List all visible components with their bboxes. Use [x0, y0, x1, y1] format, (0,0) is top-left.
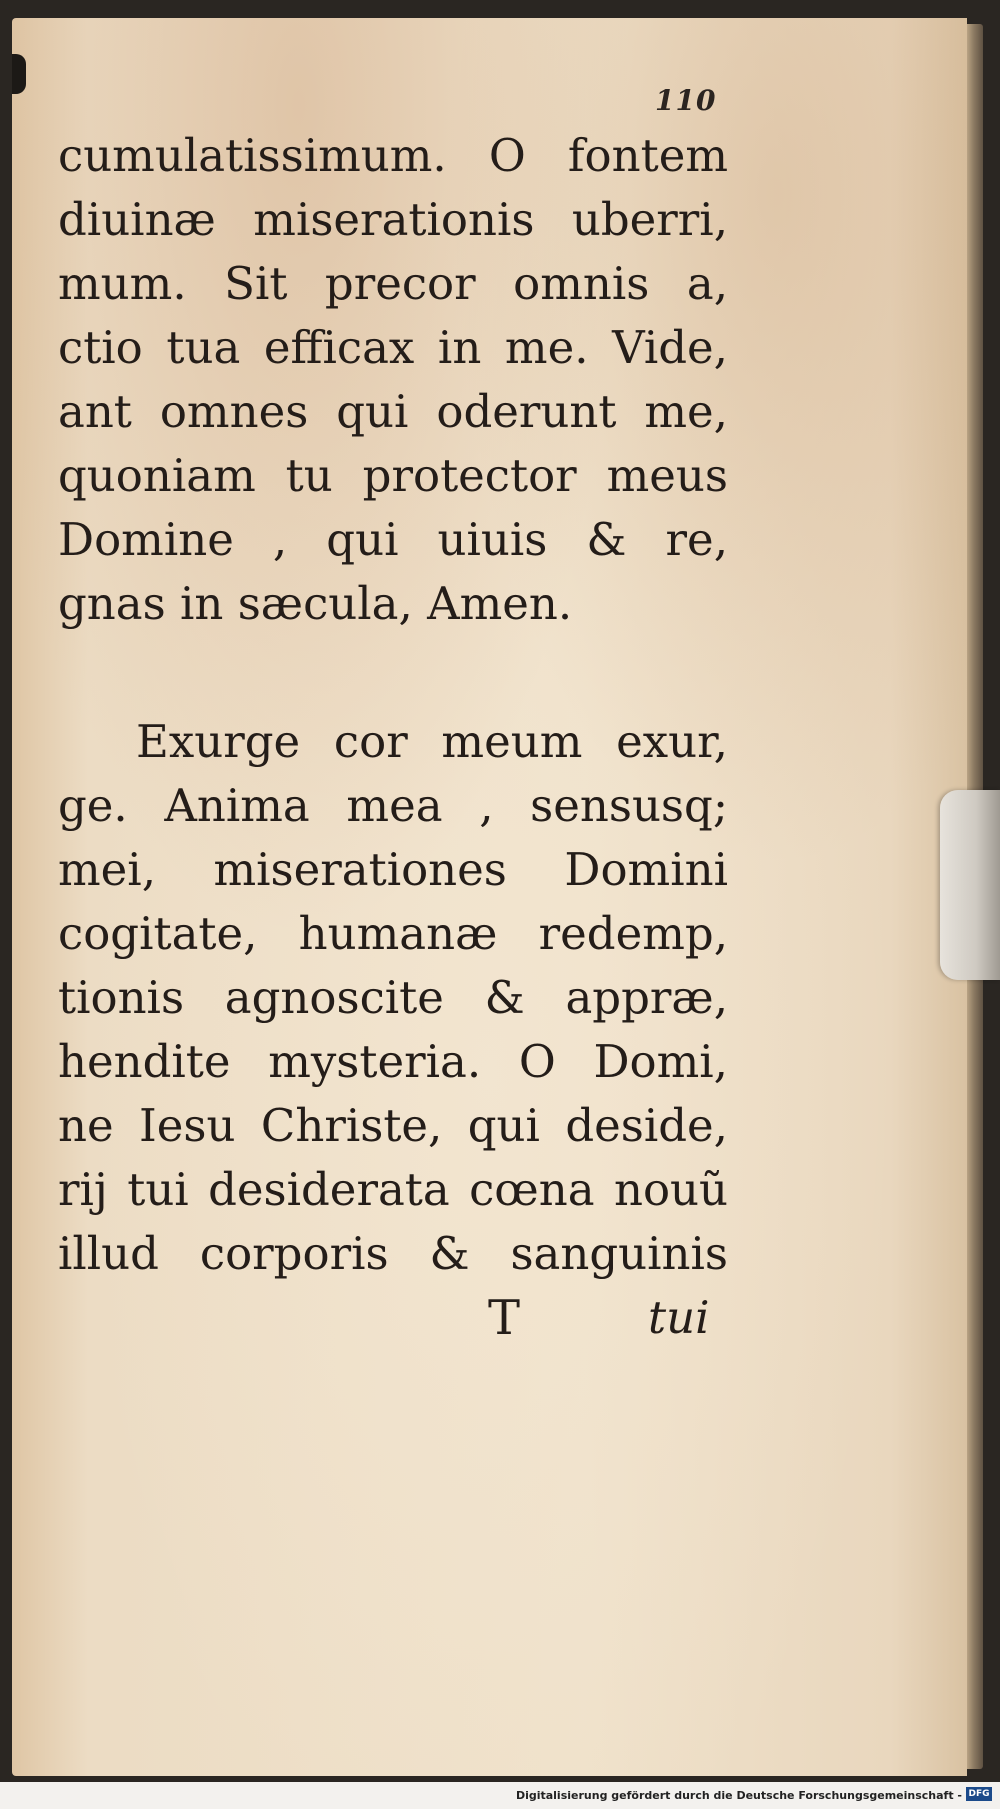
text-line: rij tui desiderata cœna nouũ [58, 1163, 728, 1216]
text-line: tionis agnoscite & appræ, [58, 971, 728, 1024]
binding-hole [12, 54, 26, 94]
text-line: hendite mysteria. O Domi, [58, 1035, 728, 1088]
text-block [58, 124, 728, 1350]
text-line: diuinæ miserationis uberri, [58, 193, 728, 246]
bookmark-tab [940, 790, 1000, 980]
paragraph-gap [58, 636, 728, 710]
text-line: ne Iesu Christe, qui deside, [58, 1099, 728, 1152]
text-line: cumulatissimum. O fontem [58, 129, 728, 182]
catchword-line [58, 1286, 728, 1350]
text-line: ctio tua efficax in me. Vide, [58, 321, 728, 374]
signature-mark: T [488, 1290, 521, 1346]
catchword: tui [648, 1291, 710, 1344]
text-line: ge. Anima mea , sensusq; [58, 779, 728, 832]
text-line: gnas in sæcula, Amen. [58, 577, 573, 630]
text-line: ant omnes qui oderunt me, [58, 385, 728, 438]
text-line: mei, miserationes Domini [58, 843, 728, 896]
text-line: cogitate, humanæ redemp, [58, 907, 728, 960]
text-line: mum. Sit precor omnis a, [58, 257, 728, 310]
funding-credit: Digitalisierung gefördert durch die Deutsche Forschungsgemeinschaft - [515, 1789, 962, 1802]
folio-number: 110 [655, 84, 717, 117]
text-line: illud corporis & sanguinis [58, 1227, 728, 1280]
dfg-logo: DFG [966, 1787, 992, 1801]
text-line: Domine , qui uiuis & re, [58, 513, 728, 566]
text-line: quoniam tu protector meus [58, 449, 728, 502]
text-line: Exurge cor meum exur, [136, 715, 728, 768]
